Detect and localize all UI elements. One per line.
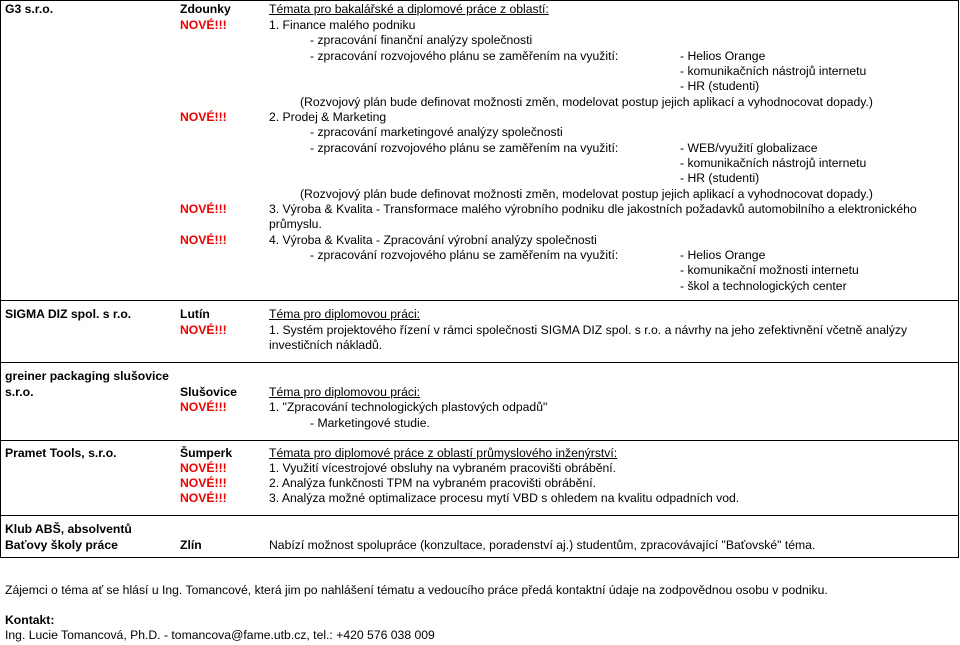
g3-topic-2-title: 2. Prodej & Marketing xyxy=(269,110,387,124)
company-greiner: greiner packaging slušovice xyxy=(5,369,169,383)
new-badge: NOVÉ!!! xyxy=(180,400,227,414)
row-divider-greiner xyxy=(0,440,959,441)
company-greiner-line-2: s.r.o. xyxy=(5,385,34,399)
g3-topic-3-line-1: 3. Výroba & Kvalita - Transformace malého výrobního podniku dle jakostních požadavků automobilního a elektronického xyxy=(269,202,917,216)
g3-topic-1-item-1: - zpracování finanční analýzy společnosti xyxy=(310,33,533,47)
g3-topic-2-item-1: - zpracování marketingové analýzy společnosti xyxy=(310,125,563,139)
g3-topic-1-use-1: - Helios Orange xyxy=(680,49,766,63)
heading-g3: Témata pro bakalářské a diplomové práce z oblastí: xyxy=(269,2,549,16)
table-top-border xyxy=(0,0,959,1)
pramet-topic-2: 2. Analýza funkčnosti TPM na vybraném pracovišti obrábění. xyxy=(269,476,596,490)
g3-topic-4-use-3: - škol a technologických center xyxy=(680,279,847,293)
city-greiner: Slušovice xyxy=(180,385,237,399)
new-badge: NOVÉ!!! xyxy=(180,233,227,247)
g3-topic-1-use-2: - komunikačních nástrojů internetu xyxy=(680,64,867,78)
pramet-topic-3: 3. Analýza možné optimalizace procesu mytí VBD s ohledem na kvalitu odpadních vod. xyxy=(269,491,740,505)
sigma-topic-1-line-1: 1. Systém projektového řízení v rámci společnosti SIGMA DIZ spol. s r.o. a návrhy na jeho zefektivnění včetně analýzy xyxy=(269,323,908,337)
g3-topic-1-note: (Rozvojový plán bude definovat možnosti změn, modelovat postup jejich aplikací a vyhodnocovat dopady.) xyxy=(300,95,873,109)
table-bottom-border xyxy=(0,557,959,558)
contact-label: Kontakt: xyxy=(5,613,55,627)
g3-topic-2-use-3: - HR (studenti) xyxy=(680,171,760,185)
new-badge: NOVÉ!!! xyxy=(180,110,227,124)
g3-topic-2-note: (Rozvojový plán bude definovat možnosti změn, modelovat postup jejich aplikací a vyhodnocovat dopady.) xyxy=(300,187,873,201)
g3-topic-4-title: 4. Výroba & Kvalita - Zpracování výrobní analýzy společnosti xyxy=(269,233,597,247)
table-right-border xyxy=(958,0,959,558)
new-badge: NOVÉ!!! xyxy=(180,18,227,32)
pramet-topic-1: 1. Využití vícestrojové obsluhy na vybraném pracovišti obrábění. xyxy=(269,461,617,475)
g3-topic-4-use-2: - komunikační možnosti internetu xyxy=(680,263,859,277)
new-badge: NOVÉ!!! xyxy=(180,202,227,216)
g3-topic-1-item-2: - zpracování rozvojového plánu se zaměřením na využití: xyxy=(310,49,619,63)
g3-topic-4-use-1: - Helios Orange xyxy=(680,248,766,262)
city-g3: Zdounky xyxy=(180,2,231,16)
g3-topic-1-title: 1. Finance malého podniku xyxy=(269,18,416,32)
company-pramet: Pramet Tools, s.r.o. xyxy=(5,446,117,460)
table-left-border xyxy=(0,0,1,558)
g3-topic-1-use-3: - HR (studenti) xyxy=(680,79,760,93)
city-klub: Zlín xyxy=(180,538,202,552)
g3-topic-4-item-1: - zpracování rozvojového plánu se zaměřením na využití: xyxy=(310,248,619,262)
heading-sigma: Téma pro diplomovou práci: xyxy=(269,307,421,321)
company-klub: Klub ABŠ, absolventů xyxy=(5,522,132,536)
row-divider-pramet xyxy=(0,515,959,516)
row-divider-sigma xyxy=(0,362,959,363)
greiner-topic-1: 1. "Zpracování technologických plastových odpadů" xyxy=(269,400,548,414)
g3-topic-3-line-2: průmyslu. xyxy=(269,217,322,231)
g3-topic-2-item-2: - zpracování rozvojového plánu se zaměřením na využití: xyxy=(310,141,619,155)
g3-topic-2-use-2: - komunikačních nástrojů internetu xyxy=(680,156,867,170)
heading-pramet: Témata pro diplomové práce z oblastí průmyslového inženýrství: xyxy=(269,446,618,460)
footer-interest-note: Zájemci o téma ať se hlásí u Ing. Tomancové, která jim po nahlášení tématu a vedoucího práce předá kontaktní údaje na zodpovědnou osobu v podniku. xyxy=(5,583,828,597)
g3-topic-2-use-1: - WEB/využití globalizace xyxy=(680,141,818,155)
company-klub-line-2: Baťovy školy práce xyxy=(5,538,118,552)
city-sigma: Lutín xyxy=(180,307,210,321)
greiner-topic-1-sub: - Marketingové studie. xyxy=(310,416,430,430)
new-badge: NOVÉ!!! xyxy=(180,323,227,337)
new-badge: NOVÉ!!! xyxy=(180,476,227,490)
heading-greiner: Téma pro diplomovou práci: xyxy=(269,385,421,399)
new-badge: NOVÉ!!! xyxy=(180,461,227,475)
new-badge: NOVÉ!!! xyxy=(180,491,227,505)
city-pramet: Šumperk xyxy=(180,446,233,460)
company-g3: G3 s.r.o. xyxy=(5,2,54,16)
company-sigma: SIGMA DIZ spol. s r.o. xyxy=(5,307,132,321)
row-divider-g3 xyxy=(0,300,959,301)
contact-line: Ing. Lucie Tomancová, Ph.D. - tomancova@fame.utb.cz, tel.: +420 576 038 009 xyxy=(5,628,435,642)
sigma-topic-1-line-2: investičních nákladů. xyxy=(269,338,383,352)
klub-offer: Nabízí možnost spolupráce (konzultace, poradenství aj.) studentům, zpracovávající "Baťovské" téma. xyxy=(269,538,816,552)
